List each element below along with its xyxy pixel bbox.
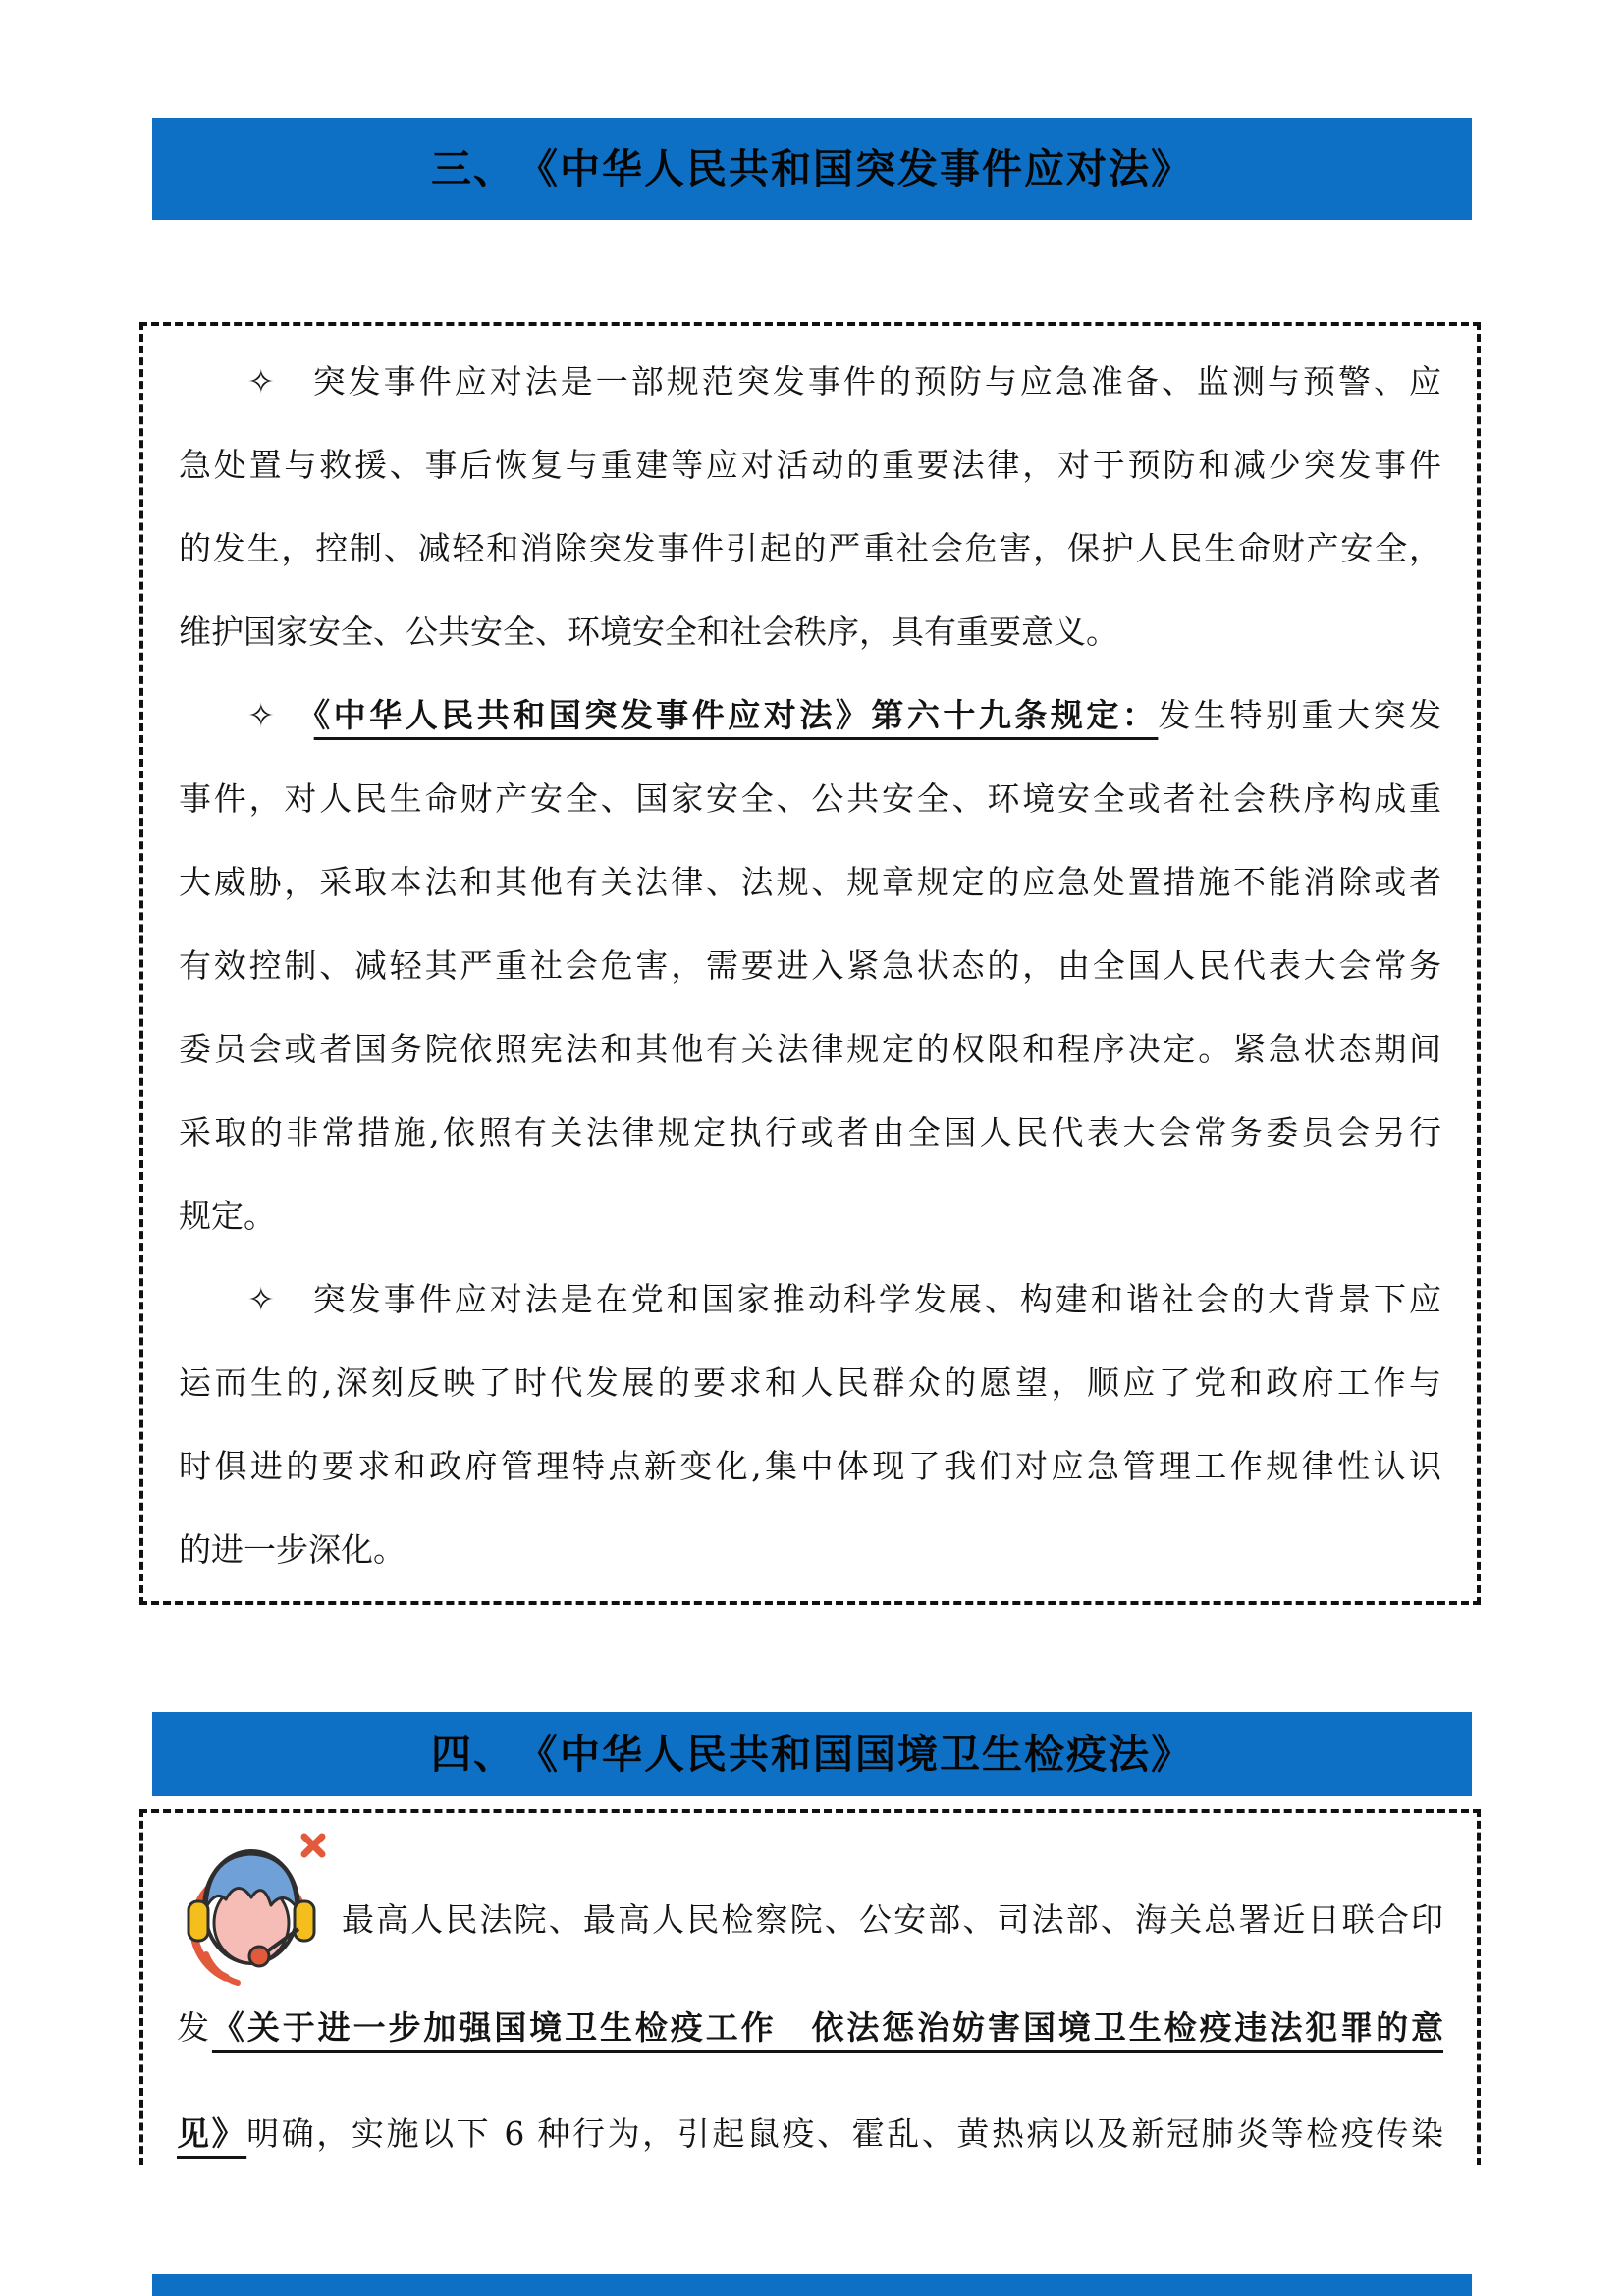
paragraph-line: 规定。: [179, 1197, 276, 1235]
paragraph-line: 最高人民法院、最高人民检察院、公安部、司法部、海关总署近日联合印: [342, 1900, 1443, 1939]
paragraph-line: 运而生的,深刻反映了时代发展的要求和人民群众的愿望，顺应了党和政府工作与: [179, 1363, 1441, 1402]
paragraph-text: 发: [177, 2008, 212, 2047]
paragraph-text: 发生特别重大突发: [1158, 696, 1441, 734]
section-3-text-box: [139, 322, 1481, 1605]
paragraph-line: 委员会或者国务院依照宪法和其他有关法律规定的权限和程序决定。紧急状态期间: [179, 1030, 1441, 1068]
paragraph-line: 的进一步深化。: [179, 1530, 406, 1569]
bold-underline-text: 见》: [177, 2114, 247, 2153]
paragraph-line: 大威胁，采取本法和其他有关法律、法规、规章规定的应急处置措施不能消除或者: [179, 863, 1441, 901]
paragraph-line: [179, 673, 1441, 757]
paragraph-line: 采取的非常措施,依照有关法律规定执行或者由全国人民代表大会常务委员会另行: [179, 1113, 1441, 1151]
paragraph-line: ✧ 突发事件应对法是一部规范突发事件的预防与应急准备、监测与预警、应: [247, 362, 1441, 400]
paragraph-line: ✧ 突发事件应对法是在党和国家推动科学发展、构建和谐社会的大背景下应: [247, 1280, 1441, 1318]
paragraph-line: [177, 2091, 1443, 2177]
paragraph-text: 明确，实施以下 6 种行为，引起鼠疫、霍乱、黄热病以及新冠肺炎等检疫传染: [246, 2114, 1443, 2153]
paragraph-line: 事件，对人民生命财产安全、国家安全、公共安全、环境安全或者社会秩序构成重: [179, 779, 1441, 818]
next-section-banner-partial: [152, 2274, 1472, 2296]
section-4-text-box: [139, 1809, 1481, 2165]
diamond-bullet: ✧: [247, 696, 314, 734]
bold-underline-text: 《关于进一步加强国境卫生检疫工作 依法惩治妨害国境卫生检疫违法犯罪的意: [211, 2008, 1444, 2047]
paragraph-line: [177, 1985, 1443, 2071]
bold-underline-text: 《中华人民共和国突发事件应对法》第六十九条规定：: [313, 696, 1159, 734]
paragraph-line: 维护国家安全、公共安全、环境安全和社会秩序，具有重要意义。: [179, 613, 1118, 651]
paragraph-line: 时俱进的要求和政府管理特点新变化,集中体现了我们对应急管理工作规律性认识: [179, 1447, 1441, 1485]
section-3-banner: 三、 《中华人民共和国突发事件应对法》: [152, 118, 1472, 220]
section-4-banner: 四、 《中华人民共和国国境卫生检疫法》: [152, 1712, 1472, 1796]
paragraph-line: 的发生，控制、减轻和消除突发事件引起的严重社会危害，保护人民生命财产安全，: [179, 529, 1441, 567]
cross-mark: [304, 1837, 322, 1854]
paragraph-line: 有效控制、减轻其严重社会危害，需要进入紧急状态的，由全国人民代表大会常务: [179, 946, 1441, 985]
paragraph-line: 急处置与救援、事后恢复与重建等应对活动的重要法律，对于预防和减少突发事件: [179, 446, 1441, 484]
